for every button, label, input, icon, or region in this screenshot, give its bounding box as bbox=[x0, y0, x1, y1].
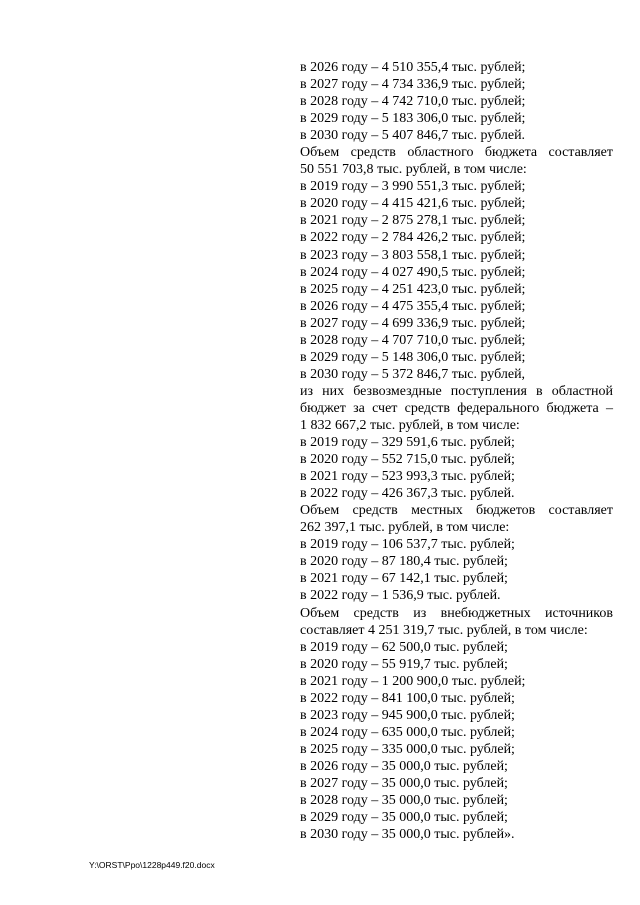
text-line: в 2024 году – 635 000,0 тыс. рублей; bbox=[300, 724, 515, 740]
text-line: в 2019 году – 62 500,0 тыс. рублей; bbox=[300, 639, 508, 655]
text-line: в 2023 году – 3 803 558,1 тыс. рублей; bbox=[300, 247, 526, 263]
text-line: в 2028 году – 4 742 710,0 тыс. рублей; bbox=[300, 94, 526, 110]
text-line: в 2027 году – 35 000,0 тыс. рублей; bbox=[300, 775, 508, 791]
text-line: 1 832 667,2 тыс. рублей, в том числе: bbox=[300, 417, 520, 433]
text-line: в 2021 году – 523 993,3 тыс. рублей; bbox=[300, 469, 515, 485]
text-line: в 2019 году – 106 537,7 тыс. рублей; bbox=[300, 537, 515, 553]
text-line: в 2021 году – 2 875 278,1 тыс. рублей; bbox=[300, 213, 526, 229]
regional-budget-heading: Объем средств областного бюджета составляет bbox=[300, 145, 613, 161]
text-line: в 2021 году – 67 142,1 тыс. рублей; bbox=[300, 571, 508, 587]
text-line: в 2028 году – 4 707 710,0 тыс. рублей; bbox=[300, 332, 526, 348]
text-line: в 2030 году – 35 000,0 тыс. рублей». bbox=[300, 827, 515, 843]
text-line: в 2022 году – 2 784 426,2 тыс. рублей; bbox=[300, 230, 526, 246]
text-line: в 2022 году – 1 536,9 тыс. рублей. bbox=[300, 588, 501, 604]
funding-text-block bbox=[300, 59, 613, 843]
text-line: составляет 4 251 319,7 тыс. рублей, в том числе: bbox=[300, 622, 588, 638]
text-line: в 2026 году – 35 000,0 тыс. рублей; bbox=[300, 758, 508, 774]
text-line: в 2019 году – 329 591,6 тыс. рублей; bbox=[300, 435, 515, 451]
text-line: в 2028 году – 35 000,0 тыс. рублей; bbox=[300, 793, 508, 809]
text-line: в 2026 году – 4 475 355,4 тыс. рублей; bbox=[300, 298, 526, 314]
file-path-footer: Y:\ORST\Ppo\1228p449.f20.docx bbox=[89, 860, 215, 870]
federal-transfers-text: из них безвозмездные поступления в областной bbox=[300, 383, 613, 399]
text-line: в 2030 году – 5 372 846,7 тыс. рублей, bbox=[300, 366, 526, 382]
text-line: в 2020 году – 87 180,4 тыс. рублей; bbox=[300, 554, 508, 570]
text-line: в 2029 году – 5 148 306,0 тыс. рублей; bbox=[300, 349, 526, 365]
text-line: в 2019 году – 3 990 551,3 тыс. рублей; bbox=[300, 179, 526, 195]
text-line: в 2020 году – 55 919,7 тыс. рублей; bbox=[300, 656, 508, 672]
text-line: в 2029 году – 35 000,0 тыс. рублей; bbox=[300, 810, 508, 826]
text-line: в 2030 году – 5 407 846,7 тыс. рублей. bbox=[300, 128, 526, 144]
extrabudgetary-heading: Объем средств из внебюджетных источников bbox=[300, 605, 613, 621]
text-line: 50 551 703,8 тыс. рублей, в том числе: bbox=[300, 162, 527, 178]
text-line: в 2022 году – 426 367,3 тыс. рублей. bbox=[300, 486, 515, 502]
text-line: в 2025 году – 335 000,0 тыс. рублей; bbox=[300, 741, 515, 757]
text-line: в 2025 году – 4 251 423,0 тыс. рублей; bbox=[300, 281, 526, 297]
federal-transfers-text: бюджет за счет средств федерального бюджета – bbox=[300, 400, 613, 416]
text-line: в 2023 году – 945 900,0 тыс. рублей; bbox=[300, 707, 515, 723]
text-line: в 2027 году – 4 734 336,9 тыс. рублей; bbox=[300, 77, 526, 93]
text-line: в 2024 году – 4 027 490,5 тыс. рублей; bbox=[300, 264, 526, 280]
local-budget-heading: Объем средств местных бюджетов составляет bbox=[300, 503, 613, 519]
text-line: в 2026 году – 4 510 355,4 тыс. рублей; bbox=[300, 60, 526, 75]
text-line: в 2029 году – 5 183 306,0 тыс. рублей; bbox=[300, 111, 526, 127]
text-line: в 2027 году – 4 699 336,9 тыс. рублей; bbox=[300, 315, 526, 331]
text-line: в 2021 году – 1 200 900,0 тыс. рублей; bbox=[300, 673, 526, 689]
text-line: в 2020 году – 4 415 421,6 тыс. рублей; bbox=[300, 196, 526, 212]
text-line: 262 397,1 тыс. рублей, в том числе: bbox=[300, 520, 510, 536]
text-line: в 2020 году – 552 715,0 тыс. рублей; bbox=[300, 452, 515, 468]
text-line: в 2022 году – 841 100,0 тыс. рублей; bbox=[300, 690, 515, 706]
